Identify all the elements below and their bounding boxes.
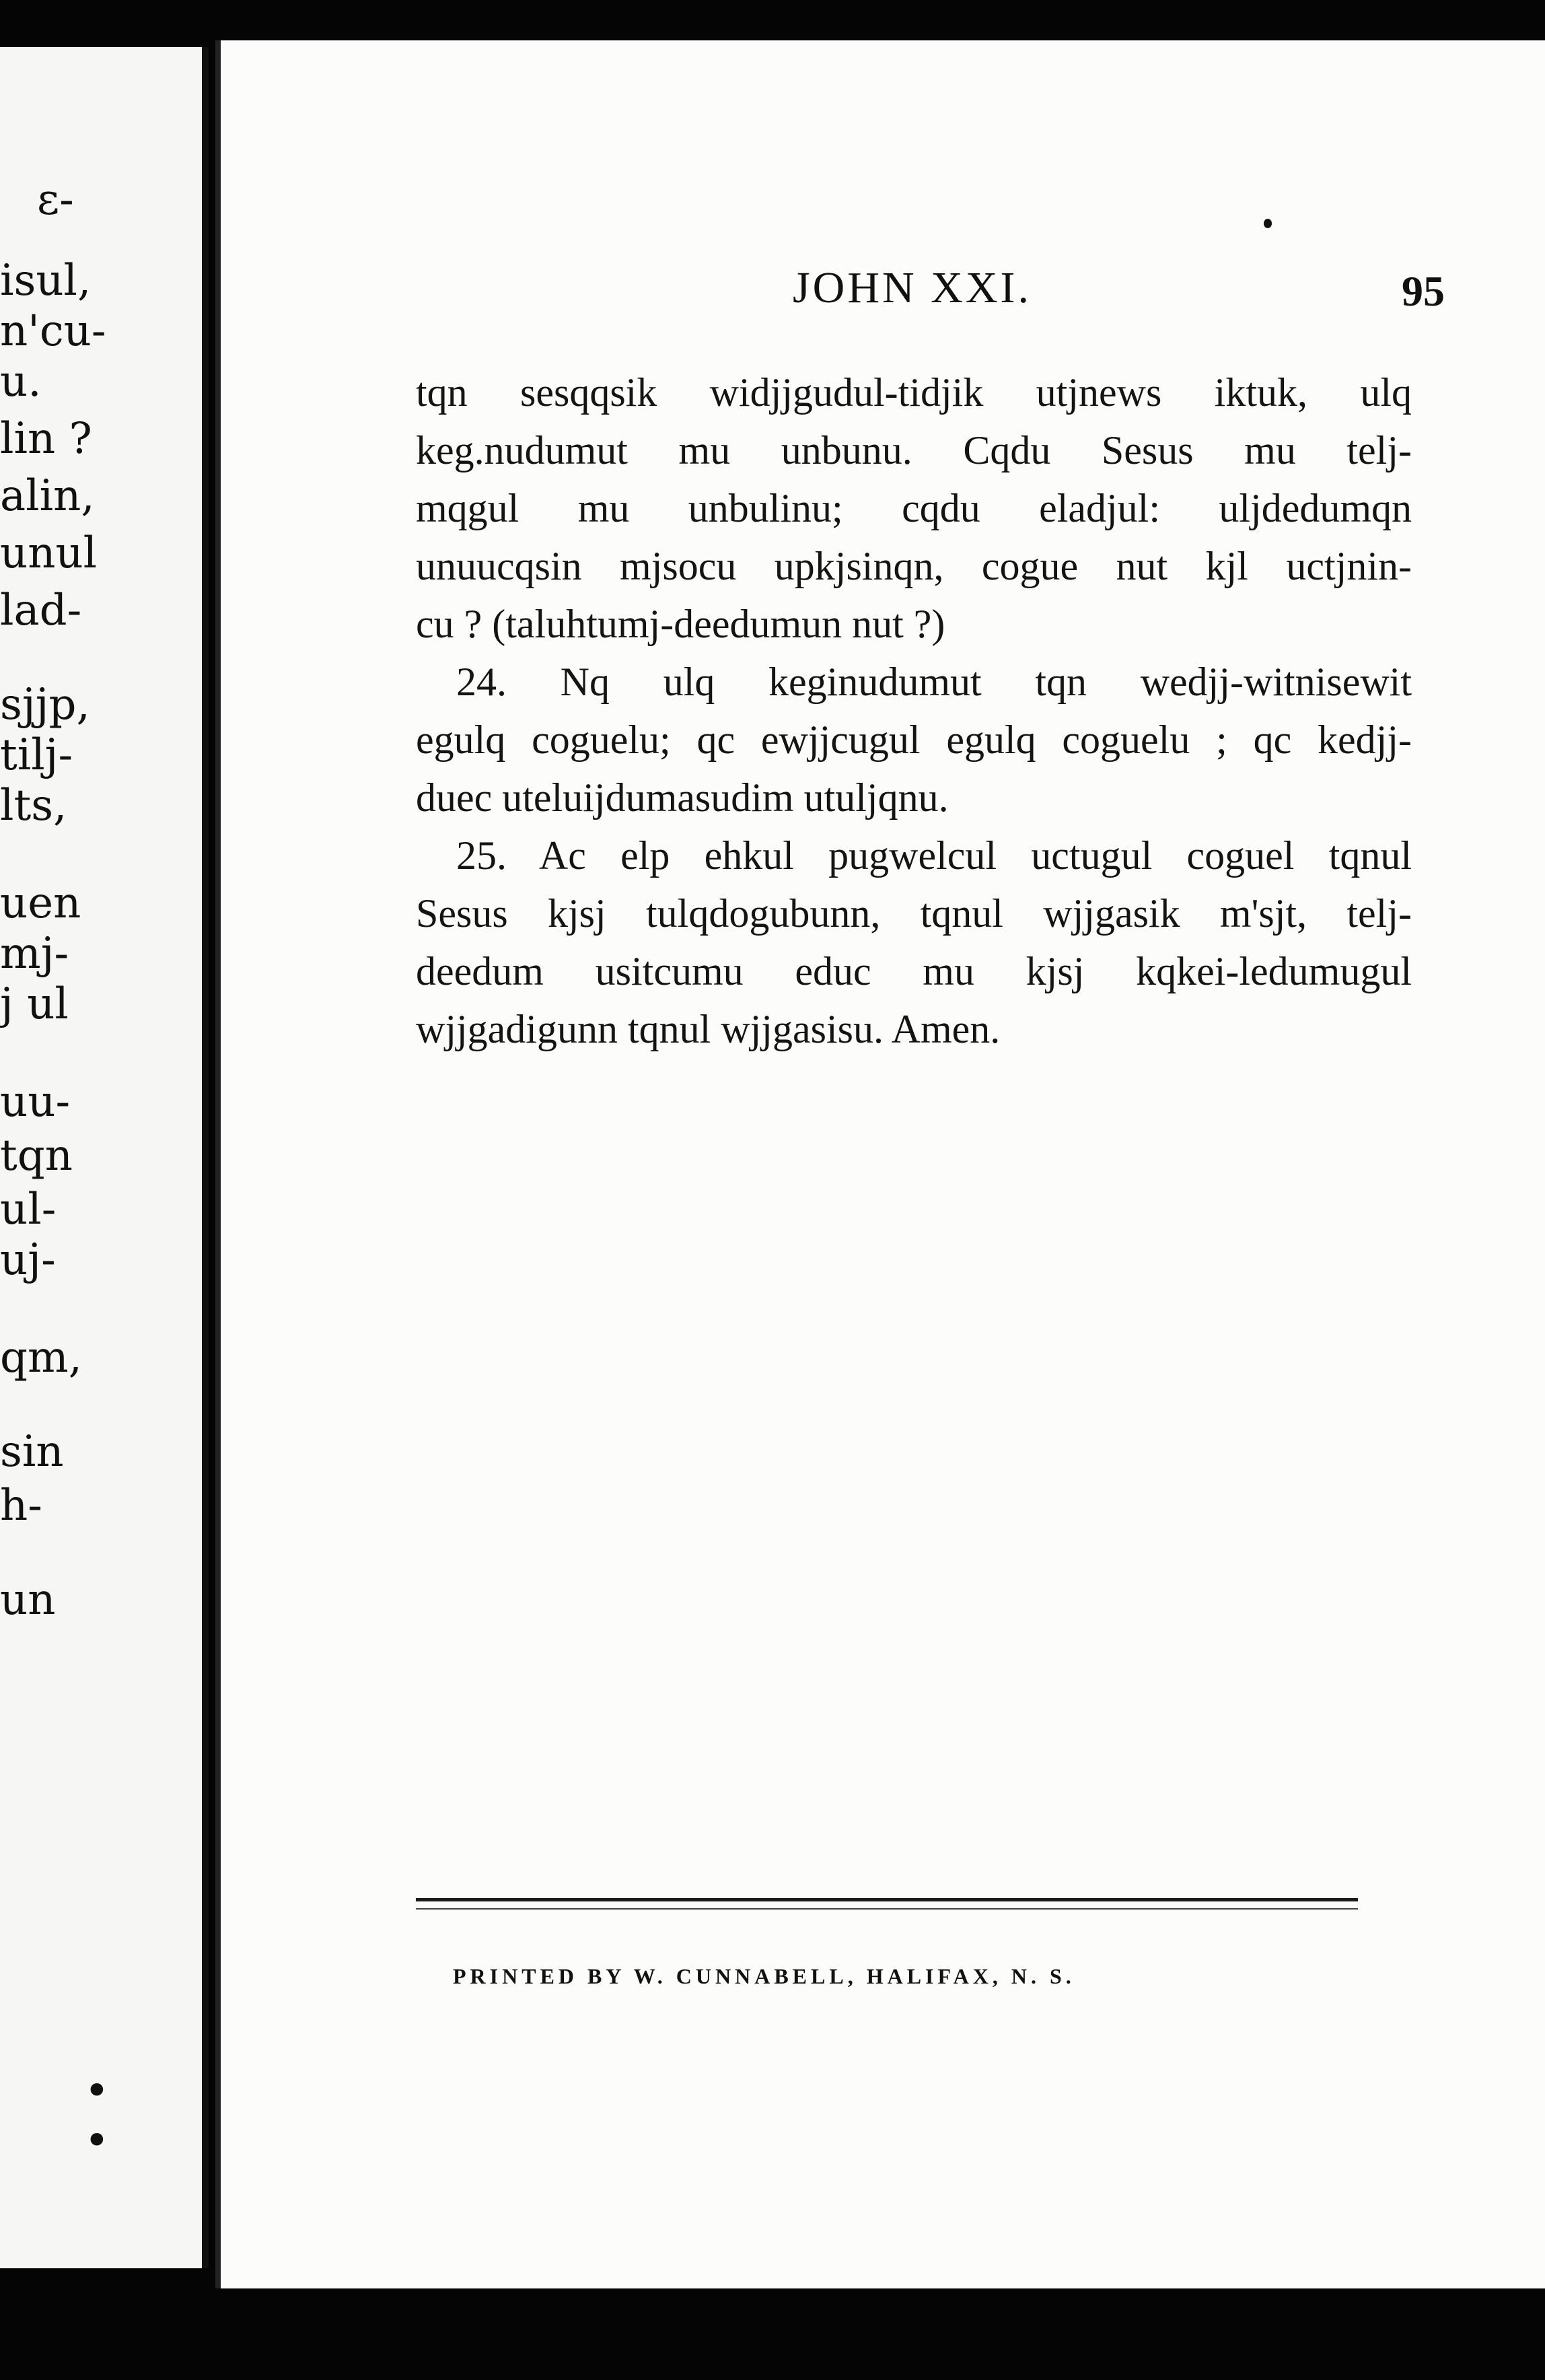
main-page	[215, 40, 1545, 2288]
text-line: cu ? (taluhtumj-deedumun nut ?)	[416, 602, 945, 646]
left-page-line: lad-	[0, 586, 82, 635]
left-page-line: qm,	[0, 1333, 82, 1382]
left-page-line: h-	[0, 1481, 42, 1531]
text-line: egulq coguelu; qc ewjjcugul egulq coguelu ; qc kedjj-	[416, 718, 1412, 762]
verse-25-line: 25. Ac elp ehkul pugwelcul uctugul coguel tqnul	[456, 833, 1412, 878]
left-page-line: unul	[0, 528, 98, 578]
text-line: Sesus kjsj tulqdogubunn, tqnul wjjgasik m'sjt, telj-	[416, 891, 1412, 936]
text-line: unuucqsin mjsocu upkjsinqn, cogue nut kjl uctjnin-	[416, 544, 1412, 588]
page-number: 95	[1402, 267, 1445, 315]
left-page-line: sin	[0, 1427, 64, 1477]
text-line: deedum usitcumu educ mu kjsj kqkei-ledumugul	[416, 949, 1412, 993]
left-page-line: uj-	[0, 1235, 56, 1285]
verse-24-line: 24. Nq ulq keginudumut tqn wedjj-witnisewit	[456, 660, 1412, 704]
left-page-line: n'cu-	[0, 306, 106, 356]
printer-imprint: PRINTED BY W. CUNNABELL, HALIFAX, N. S.	[453, 1964, 1075, 1988]
text-line: tqn sesqqsik widjjgudul-tidjik utjnews iktuk, ulq	[416, 370, 1412, 415]
page-header-title: JOHN XXI.	[793, 263, 1032, 312]
body-text	[416, 363, 1412, 1058]
left-page-line: un	[0, 1575, 56, 1625]
text-line: mqgul mu unbulinu; cqdu eladjul: uljdedumqn	[416, 486, 1412, 530]
left-facing-page-fragment	[0, 47, 209, 2268]
ink-speck	[1264, 219, 1272, 228]
footer-rule-thin	[416, 1908, 1358, 1910]
left-page-line: ul-	[0, 1185, 57, 1234]
left-page-line: ɛ-	[37, 175, 74, 225]
text-line: wjjgadigunn tqnul wjjgasisu. Amen.	[416, 1007, 1001, 1051]
left-page-ornament-dots: • •	[84, 2066, 137, 2166]
left-page-line: sjjp,	[0, 680, 90, 730]
left-page-line: uu-	[0, 1077, 71, 1127]
left-page-line: j ul	[0, 979, 69, 1029]
left-page-line: lts,	[0, 781, 67, 831]
text-line: keg.nudumut mu unbunu. Cqdu Sesus mu telj-	[416, 428, 1412, 473]
left-page-line: alin,	[0, 471, 95, 521]
footer-rule	[416, 1898, 1358, 1901]
left-page-line: isul,	[0, 256, 92, 306]
left-page-line: u.	[0, 357, 42, 407]
text-line: duec uteluijdumasudim utuljqnu.	[416, 775, 949, 820]
running-head	[221, 262, 1545, 343]
left-page-line: tqn	[0, 1131, 73, 1181]
left-page-line: lin ?	[0, 414, 92, 464]
left-page-line: uen	[0, 878, 81, 928]
left-page-line: tilj-	[0, 730, 73, 780]
left-page-line: mj-	[0, 929, 69, 979]
